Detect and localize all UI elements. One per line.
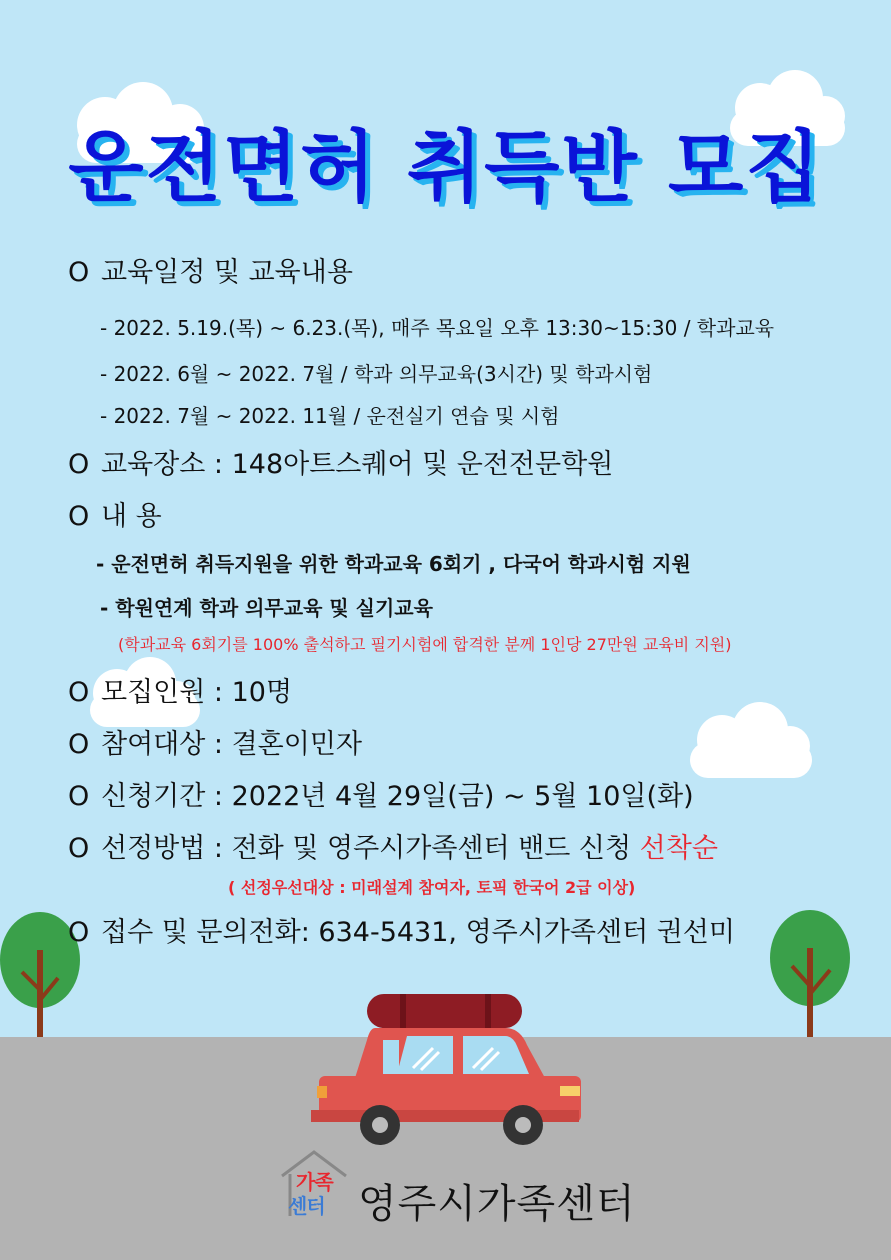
bullet-o: O — [68, 833, 90, 864]
bullet-o: O — [68, 781, 90, 812]
page-title: 운전면허 취득반 모집 — [68, 123, 823, 213]
schedule-item: - 2022. 7월 ~ 2022. 11월 / 운전실기 연습 및 시험 — [100, 404, 560, 428]
content-item: - 운전면허 취득지원을 위한 학과교육 6회기 , 다국어 학과시험 지원 — [96, 552, 691, 576]
section-place: O 교육장소 : 148아트스퀘어 및 운전전문학원 — [68, 449, 614, 480]
section-contact: O 접수 및 문의전화: 634-5431, 영주시가족센터 권선미 — [68, 917, 735, 948]
bullet-o: O — [68, 917, 90, 948]
logo-mark-bottom: 센터 — [288, 1194, 325, 1218]
content-note: (학과교육 6회기를 100% 출석하고 필기시험에 합격한 분께 1인당 27만원 교육비 지원) — [118, 635, 732, 654]
content-item: - 학원연계 학과 의무교육 및 실기교육 — [100, 596, 433, 620]
section-schedule-heading: O 교육일정 및 교육내용 — [68, 257, 353, 288]
schedule-item: - 2022. 6월 ~ 2022. 7월 / 학과 의무교육(3시간) 및 학과시험 — [100, 362, 653, 386]
bullet-o: O — [68, 501, 90, 532]
section-content-heading: O 내 용 — [68, 501, 162, 532]
car-icon — [305, 990, 585, 1150]
selection-highlight: 선착순 — [639, 833, 718, 864]
bullet-o: O — [68, 257, 90, 288]
section-target: O 참여대상 : 결혼이민자 — [68, 729, 362, 760]
bullet-o: O — [68, 729, 90, 760]
section-selection: O 선정방법 : 전화 및 영주시가족센터 밴드 신청 선착순 — [68, 833, 718, 864]
bullet-o: O — [68, 677, 90, 708]
tree-right-icon — [768, 908, 853, 1040]
logo-mark-top: 가족 — [296, 1170, 333, 1194]
cloud-mid-right — [672, 700, 822, 785]
section-recruit: O 모집인원 : 10명 — [68, 677, 293, 708]
organization-name: 영주시가족센터 — [358, 1181, 636, 1227]
selection-note: ( 선정우선대상 : 미래설계 참여자, 토픽 한국어 2급 이상) — [228, 878, 636, 897]
schedule-item: - 2022. 5.19.(목) ~ 6.23.(목), 매주 목요일 오후 13:30~15:30 / 학과교육 — [100, 316, 775, 340]
section-period: O 신청기간 : 2022년 4월 29일(금) ~ 5월 10일(화) — [68, 781, 694, 812]
bullet-o: O — [68, 449, 90, 480]
